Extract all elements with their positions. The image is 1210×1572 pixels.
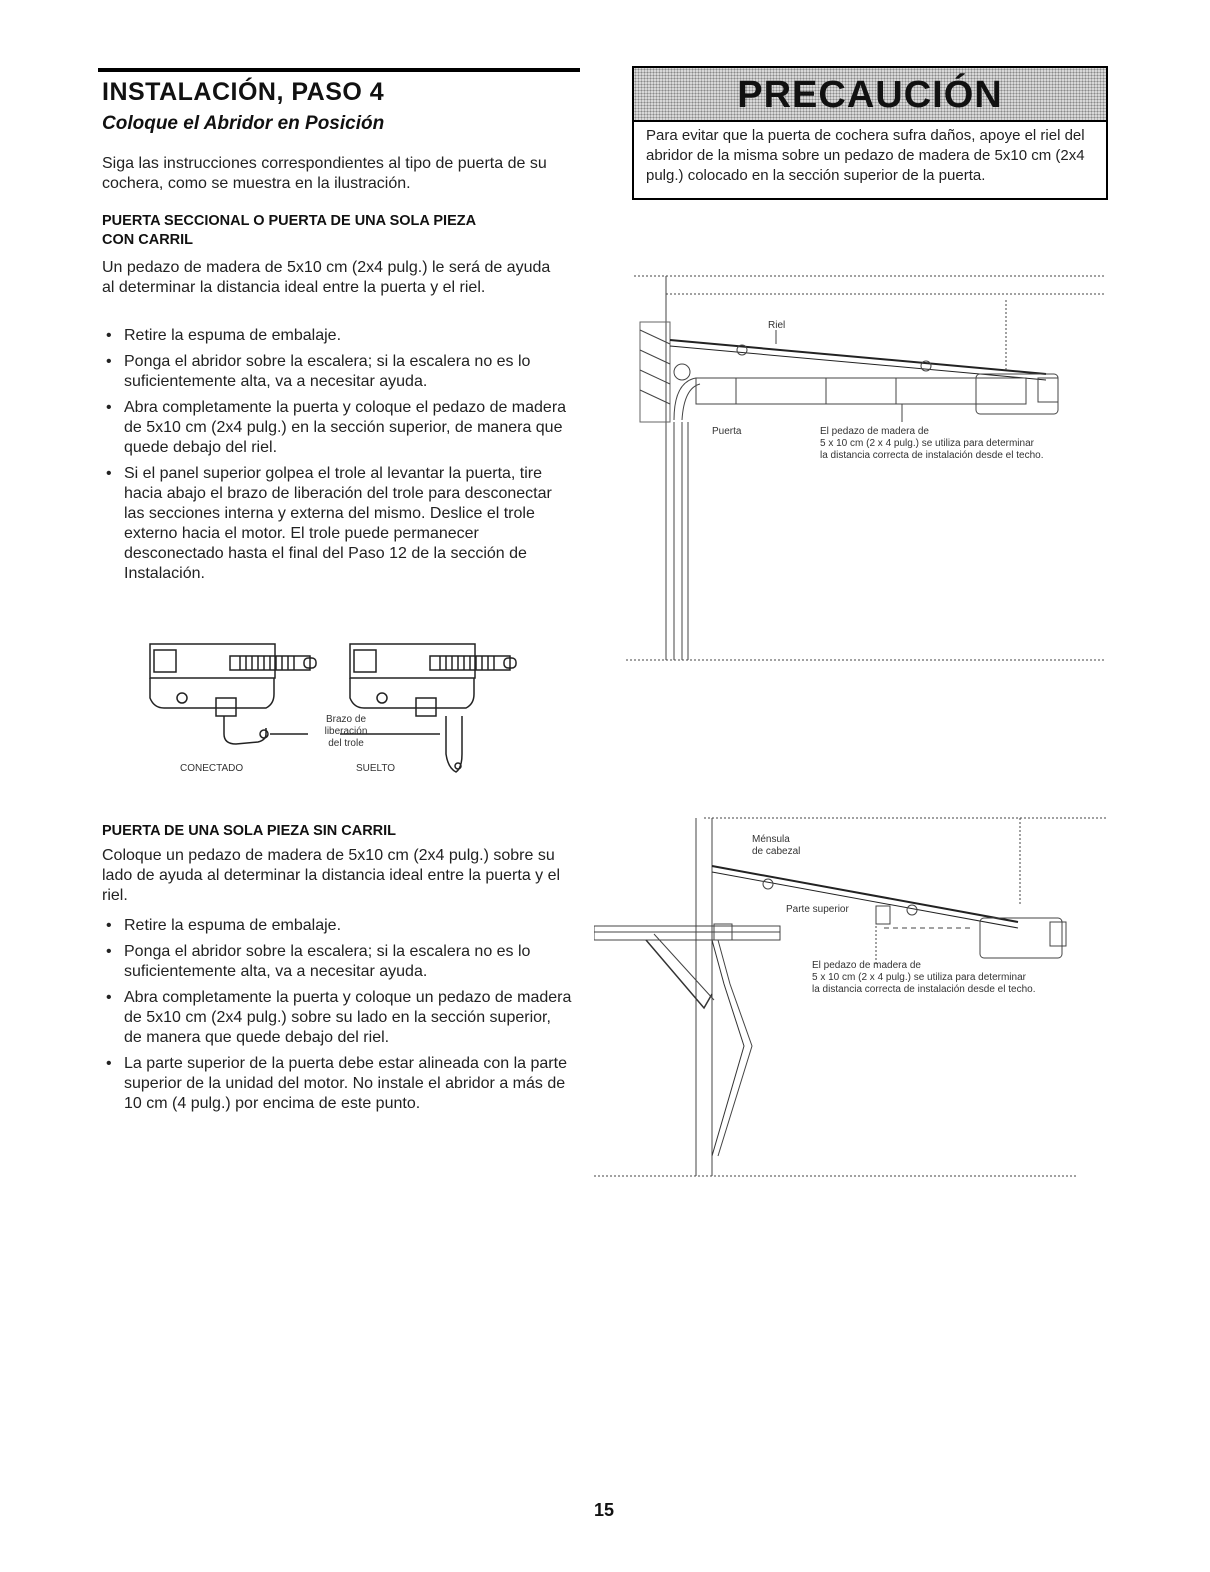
title-rule	[98, 68, 580, 72]
header-bracket-line2: de cabezal	[752, 846, 801, 857]
section2-body: Coloque un pedazo de madera de 5x10 cm (2x4 pulg.) sobre su lado de ayuda al determinar la distancia ideal entre la puerta y el riel.	[102, 847, 561, 904]
wood-note-1-line3: la distancia correcta de instalación desde el techo.	[820, 450, 1044, 461]
section2-bullet-list	[102, 916, 572, 1120]
sectional-door-figure	[626, 270, 1110, 666]
section1-heading	[102, 212, 582, 250]
release-arm-line3: del trole	[328, 738, 364, 749]
list-item: • Retire la espuma de embalaje.	[102, 326, 572, 346]
section1-heading-line1: PUERTA SECCIONAL O PUERTA DE UNA SOLA PIEZA	[102, 213, 477, 229]
label-top-section: Parte superior	[786, 904, 849, 915]
release-arm-line1: Brazo de	[325, 714, 367, 725]
section1-bullet-list	[102, 326, 572, 590]
wood-note-1	[820, 426, 1100, 462]
intro-paragraph: Siga las instrucciones correspondientes al tipo de puerta de su cochera, como se muestra en la ilustración.	[102, 155, 547, 192]
release-arm-line2: liberación	[324, 726, 368, 737]
one-piece-door-figure	[594, 814, 1110, 1180]
page-title: INSTALACIÓN, PASO 4	[102, 78, 385, 106]
wood-note-2-line2: 5 x 10 cm (2 x 4 pulg.) se utiliza para determinar	[812, 972, 1026, 983]
wood-note-2-line1: El pedazo de madera de	[812, 960, 921, 971]
list-item: • Retire la espuma de embalaje.	[102, 916, 572, 936]
header-bracket-label	[752, 834, 800, 858]
section1-body: Un pedazo de madera de 5x10 cm (2x4 pulg.) le será de ayuda al determinar la distancia ideal entre la puerta y el riel.	[102, 259, 551, 296]
caution-box	[632, 66, 1108, 200]
page-subtitle: Coloque el Abridor en Posición	[102, 113, 385, 134]
section2-heading: PUERTA DE UNA SOLA PIEZA SIN CARRIL	[102, 823, 397, 839]
list-item: • Ponga el abridor sobre la escalera; si la escalera no es lo suficientemente alta, va a necesitar ayuda.	[102, 352, 572, 392]
label-rail: Riel	[768, 320, 786, 331]
label-door: Puerta	[712, 426, 742, 437]
wood-note-1-line2: 5 x 10 cm (2 x 4 pulg.) se utiliza para determinar	[820, 438, 1034, 449]
trolley-released-drawing	[350, 644, 516, 772]
list-item: • La parte superior de la puerta debe estar alineada con la parte superior de la unidad del motor. No instale el abridor a más de 10 cm (4 pulg.) por encima de este punto.	[102, 1054, 572, 1114]
list-item: • Abra completamente la puerta y coloque el pedazo de madera de 5x10 cm (2x4 pulg.) en la sección superior, de manera que quede debajo del riel.	[102, 398, 572, 458]
trolley-connected-drawing	[150, 644, 316, 744]
list-item: • Si el panel superior golpea el trole al levantar la puerta, tire hacia abajo el brazo de liberación del trole para desconectar las secciones interna y externa del mismo. Deslice el trole externo hacia el motor. El trole puede permanecer desconectado hasta el final del Paso 12 de la sección de Instalación.	[102, 464, 572, 584]
list-item: • Ponga el abridor sobre la escalera; si la escalera no es lo suficientemente alta, va a necesitar ayuda.	[102, 942, 572, 982]
list-item: • Abra completamente la puerta y coloque un pedazo de madera de 5x10 cm (2x4 pulg.) sobre su lado en la sección superior, de manera que quede debajo del riel.	[102, 988, 572, 1048]
wood-note-2-line3: la distancia correcta de instalación desde el techo.	[812, 984, 1036, 995]
wood-note-1-line1: El pedazo de madera de	[820, 426, 929, 437]
page-number: 15	[594, 1500, 615, 1520]
caution-text: Para evitar que la puerta de cochera sufra daños, apoye el riel del abridor de la misma sobre un pedazo de madera de 5x10 cm (2x4 pulg.) colocado en la sección superior de la puerta.	[646, 127, 1085, 184]
header-bracket-line1: Ménsula	[752, 834, 790, 845]
wood-note-2	[812, 960, 1102, 996]
label-released: SUELTO	[356, 763, 396, 774]
label-connected: CONECTADO	[180, 763, 244, 774]
caution-title: PRECAUCIÓN	[737, 74, 1003, 116]
section1-heading-line2: CON CARRIL	[102, 232, 194, 248]
release-arm-label	[316, 714, 376, 750]
